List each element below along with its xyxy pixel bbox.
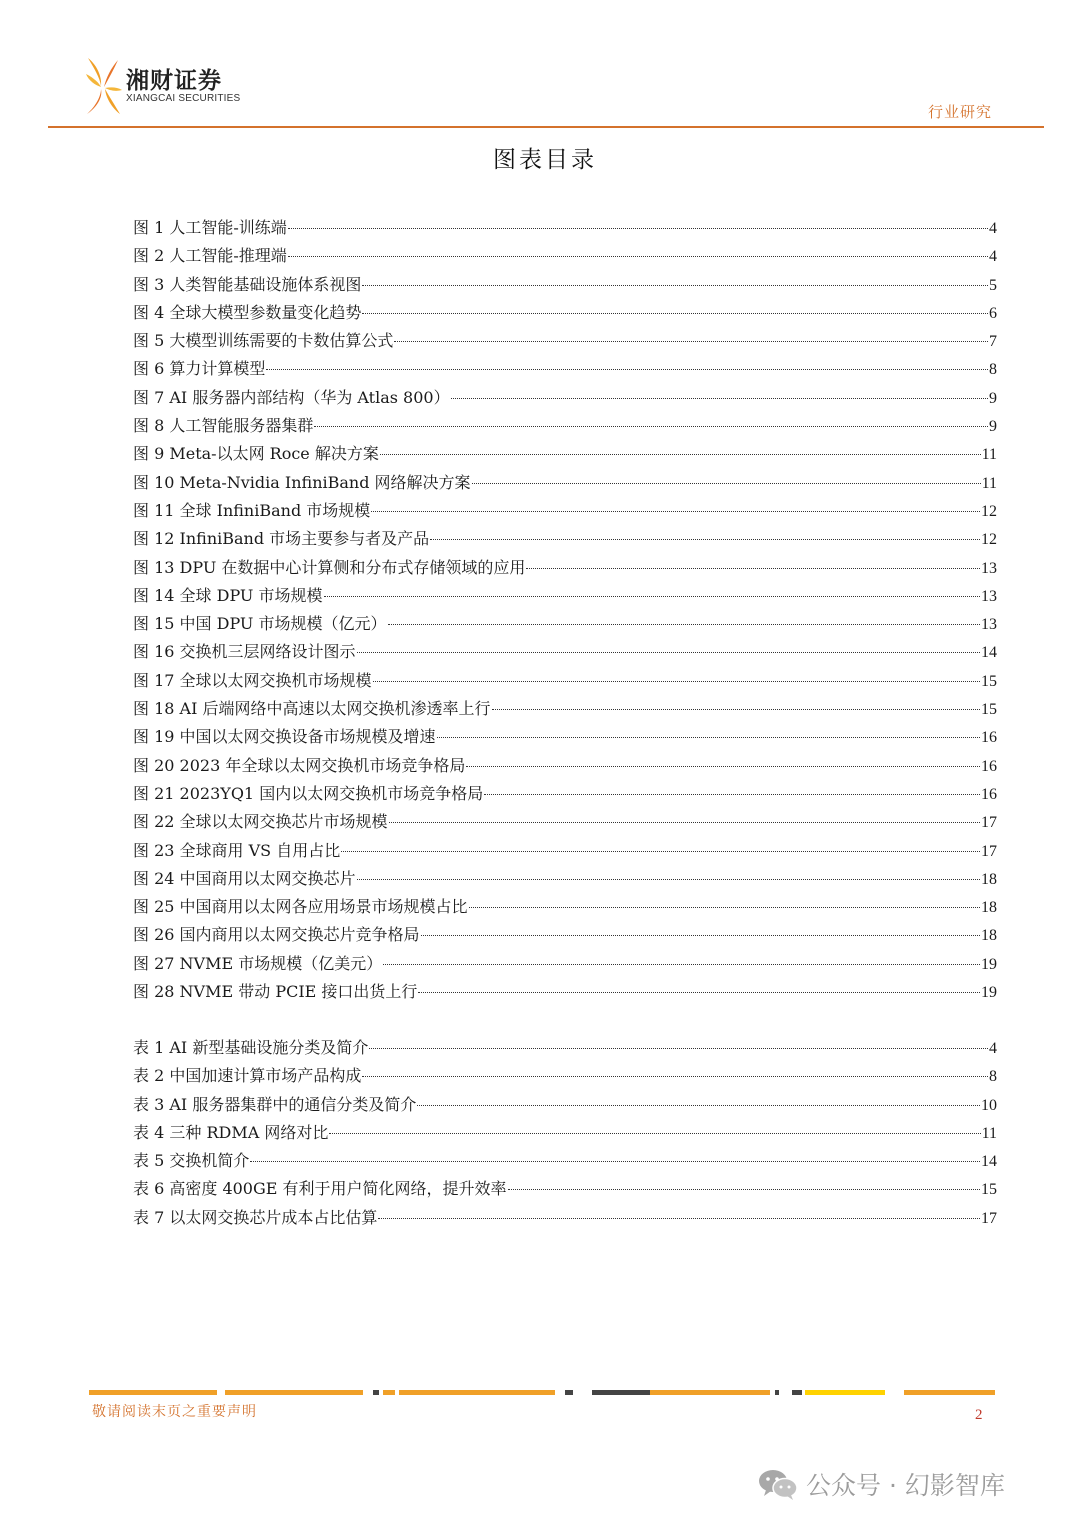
figure-entry-page: 9 bbox=[989, 418, 997, 436]
dot-leader bbox=[362, 312, 988, 314]
dot-leader bbox=[484, 793, 980, 795]
figure-entry[interactable] bbox=[133, 497, 997, 525]
figure-entry[interactable] bbox=[133, 865, 997, 893]
dot-leader bbox=[394, 340, 988, 342]
figure-entry-label: 图 23 全球商用 VS 自用占比 bbox=[133, 840, 341, 860]
table-entry-page: 8 bbox=[989, 1068, 997, 1086]
figure-entry-page: 17 bbox=[981, 814, 997, 832]
figure-entry[interactable] bbox=[133, 582, 997, 610]
figure-entry-page: 16 bbox=[981, 785, 997, 803]
figure-entry[interactable] bbox=[133, 695, 997, 723]
dot-leader bbox=[430, 538, 980, 540]
figure-entry[interactable] bbox=[133, 667, 997, 695]
page-number: 2 bbox=[975, 1407, 983, 1423]
figure-entry-page: 19 bbox=[981, 984, 997, 1002]
figure-entry[interactable] bbox=[133, 950, 997, 978]
figure-entry-page: 7 bbox=[989, 333, 997, 351]
figure-entry-page: 4 bbox=[989, 248, 997, 266]
footer-disclaimer: 敬请阅读末页之重要声明 bbox=[92, 1404, 257, 1420]
dot-leader bbox=[466, 765, 980, 767]
figure-entry-label: 图 11 全球 InfiniBand 市场规模 bbox=[133, 500, 371, 520]
dot-leader bbox=[329, 1132, 980, 1134]
wechat-icon bbox=[758, 1467, 798, 1501]
table-entry[interactable] bbox=[133, 1091, 997, 1119]
table-entry-page: 15 bbox=[981, 1181, 997, 1199]
figure-entry[interactable] bbox=[133, 440, 997, 468]
figure-entry[interactable] bbox=[133, 469, 997, 497]
figure-entry-label: 图 9 Meta-以太网 Roce 解决方案 bbox=[133, 444, 379, 464]
figure-entry-label: 图 24 中国商用以太网交换芯片 bbox=[133, 868, 356, 888]
figure-entry-page: 15 bbox=[981, 701, 997, 719]
table-entry[interactable] bbox=[133, 1119, 997, 1147]
figure-entry-page: 13 bbox=[981, 616, 997, 634]
figure-entry[interactable] bbox=[133, 610, 997, 638]
dot-leader bbox=[362, 284, 988, 286]
figure-entry-page: 4 bbox=[989, 220, 997, 237]
page-title: 图表目录 bbox=[493, 147, 597, 173]
dot-leader bbox=[362, 1075, 988, 1077]
table-entry-label: 表 1 AI 新型基础设施分类及简介 bbox=[133, 1038, 369, 1057]
brand-name-cn: 湘财证券 bbox=[126, 68, 222, 94]
dot-leader bbox=[288, 227, 988, 229]
figure-entry-page: 18 bbox=[981, 870, 997, 888]
figure-entry[interactable] bbox=[133, 299, 997, 327]
footer-stripe bbox=[89, 1390, 995, 1395]
figure-entry-label: 图 28 NVME 带动 PCIE 接口出货上行 bbox=[133, 982, 418, 1002]
table-entry-page: 4 bbox=[989, 1040, 997, 1057]
figure-entry-page: 16 bbox=[981, 729, 997, 747]
company-logo bbox=[84, 56, 324, 120]
table-entry-page: 17 bbox=[981, 1209, 997, 1227]
table-entry-label: 表 3 AI 服务器集群中的通信分类及简介 bbox=[133, 1094, 417, 1114]
table-entry-page: 14 bbox=[981, 1153, 997, 1171]
figure-entry[interactable] bbox=[133, 242, 997, 270]
dot-leader bbox=[469, 906, 980, 908]
figure-entry[interactable] bbox=[133, 780, 997, 808]
dot-leader bbox=[371, 510, 980, 512]
figure-entry-label: 图 5 大模型训练需要的卡数估算公式 bbox=[133, 331, 394, 351]
figure-entry-page: 5 bbox=[989, 276, 997, 294]
figure-entry-page: 14 bbox=[981, 644, 997, 662]
figure-entry-page: 11 bbox=[981, 474, 997, 492]
header-divider bbox=[48, 126, 1044, 128]
dot-leader bbox=[266, 368, 988, 370]
dot-leader bbox=[341, 850, 980, 852]
figure-entry-label: 图 14 全球 DPU 市场规模 bbox=[133, 585, 323, 605]
figure-entry-label: 图 18 AI 后端网络中高速以太网交换机渗透率上行 bbox=[133, 699, 491, 719]
figure-entry[interactable] bbox=[133, 921, 997, 949]
figure-entry-page: 12 bbox=[981, 502, 997, 520]
watermark-text: 公众号 · 幻影智库 bbox=[806, 1471, 1005, 1500]
figure-entry-label: 图 7 AI 服务器内部结构（华为 Atlas 800） bbox=[133, 387, 450, 407]
figure-entry-label: 图 2 人工智能-推理端 bbox=[133, 246, 287, 266]
figure-entry-label: 图 10 Meta-Nvidia InfiniBand 网络解决方案 bbox=[133, 472, 471, 492]
dot-leader bbox=[373, 680, 980, 682]
brand-name-en: XIANGCAI SECURITIES bbox=[126, 93, 241, 104]
figure-entry[interactable] bbox=[133, 214, 997, 242]
table-entry-page: 10 bbox=[981, 1096, 997, 1114]
table-entry-label: 表 2 中国加速计算市场产品构成 bbox=[133, 1066, 362, 1086]
table-entry[interactable] bbox=[133, 1175, 997, 1203]
figure-entry-page: 18 bbox=[981, 899, 997, 917]
logo-mark-icon bbox=[84, 56, 124, 118]
figure-entry-label: 图 8 人工智能服务器集群 bbox=[133, 416, 314, 436]
figure-entry[interactable] bbox=[133, 808, 997, 836]
section-label: 行业研究 bbox=[927, 103, 992, 121]
figure-entry-label: 图 3 人类智能基础设施体系视图 bbox=[133, 274, 362, 294]
figure-entry[interactable] bbox=[133, 384, 997, 412]
dot-leader bbox=[288, 255, 988, 257]
dot-leader bbox=[472, 482, 981, 484]
figure-entry-label: 图 19 中国以太网交换设备市场规模及增速 bbox=[133, 727, 436, 747]
figure-entry-label: 图 13 DPU 在数据中心计算侧和分布式存储领域的应用 bbox=[133, 557, 526, 577]
dot-leader bbox=[357, 651, 980, 653]
table-entry-label: 表 5 交换机简介 bbox=[133, 1151, 250, 1171]
figure-entry-label: 图 4 全球大模型参数量变化趋势 bbox=[133, 302, 362, 322]
table-entry-label: 表 7 以太网交换芯片成本占比估算 bbox=[133, 1207, 378, 1227]
figure-entry-page: 11 bbox=[981, 446, 997, 464]
dot-leader bbox=[492, 708, 981, 710]
dot-leader bbox=[508, 1188, 980, 1190]
table-entry-label: 表 6 高密度 400GE 有利于用户简化网络，提升效率 bbox=[133, 1179, 507, 1199]
figure-entry-label: 图 20 2023 年全球以太网交换机市场竞争格局 bbox=[133, 755, 466, 775]
dot-leader bbox=[437, 736, 980, 738]
table-entry-page: 11 bbox=[981, 1124, 997, 1142]
figure-entry-label: 图 15 中国 DPU 市场规模（亿元） bbox=[133, 614, 387, 634]
table-list bbox=[133, 1034, 997, 1232]
figure-entry[interactable] bbox=[133, 525, 997, 553]
dot-leader bbox=[369, 1047, 988, 1049]
figure-entry-label: 图 26 国内商用以太网交换芯片竞争格局 bbox=[133, 925, 420, 945]
dot-leader bbox=[357, 878, 980, 880]
dot-leader bbox=[383, 963, 980, 965]
figure-entry[interactable] bbox=[133, 638, 997, 666]
watermark bbox=[758, 1464, 1005, 1504]
figure-entry-label: 图 25 中国商用以太网各应用场景市场规模占比 bbox=[133, 897, 468, 917]
figure-entry-page: 17 bbox=[981, 842, 997, 860]
figure-entry[interactable] bbox=[133, 327, 997, 355]
table-entry-label: 表 4 三种 RDMA 网络对比 bbox=[133, 1122, 329, 1142]
figure-entry-label: 图 1 人工智能-训练端 bbox=[133, 218, 287, 237]
dot-leader bbox=[324, 595, 980, 597]
figure-entry-page: 13 bbox=[981, 559, 997, 577]
table-entry[interactable] bbox=[133, 1147, 997, 1175]
figure-entry-page: 8 bbox=[989, 361, 997, 379]
figure-entry[interactable] bbox=[133, 554, 997, 582]
figure-entry-page: 6 bbox=[989, 304, 997, 322]
figure-entry-label: 图 12 InfiniBand 市场主要参与者及产品 bbox=[133, 529, 430, 549]
dot-leader bbox=[417, 1104, 980, 1106]
figure-entry-page: 16 bbox=[981, 757, 997, 775]
figure-entry[interactable] bbox=[133, 752, 997, 780]
figure-entry-page: 13 bbox=[981, 587, 997, 605]
figure-entry-label: 图 6 算力计算模型 bbox=[133, 359, 266, 379]
figure-entry[interactable] bbox=[133, 412, 997, 440]
table-entry[interactable] bbox=[133, 1062, 997, 1090]
dot-leader bbox=[388, 623, 980, 625]
dot-leader bbox=[314, 425, 988, 427]
dot-leader bbox=[378, 1217, 980, 1219]
figure-entry[interactable] bbox=[133, 723, 997, 751]
figure-entry-page: 15 bbox=[981, 672, 997, 690]
figure-entry-label: 图 17 全球以太网交换机市场规模 bbox=[133, 670, 372, 690]
figure-entry[interactable] bbox=[133, 271, 997, 299]
figure-entry-page: 19 bbox=[981, 955, 997, 973]
figure-entry[interactable] bbox=[133, 893, 997, 921]
table-entry[interactable] bbox=[133, 1034, 997, 1062]
dot-leader bbox=[380, 453, 981, 455]
figure-entry-page: 18 bbox=[981, 927, 997, 945]
dot-leader bbox=[389, 821, 980, 823]
table-entry[interactable] bbox=[133, 1204, 997, 1232]
figure-entry-page: 9 bbox=[989, 389, 997, 407]
dot-leader bbox=[250, 1160, 980, 1162]
figure-entry[interactable] bbox=[133, 355, 997, 383]
figure-entry-label: 图 22 全球以太网交换芯片市场规模 bbox=[133, 812, 388, 832]
dot-leader bbox=[421, 934, 980, 936]
dot-leader bbox=[418, 991, 980, 993]
dot-leader bbox=[451, 397, 988, 399]
figure-entry[interactable] bbox=[133, 978, 997, 1006]
figure-entry-label: 图 21 2023YQ1 国内以太网交换机市场竞争格局 bbox=[133, 783, 484, 803]
dot-leader bbox=[526, 567, 980, 569]
figure-entry-label: 图 16 交换机三层网络设计图示 bbox=[133, 642, 356, 662]
figure-list bbox=[133, 214, 997, 1006]
figure-entry[interactable] bbox=[133, 837, 997, 865]
figure-entry-label: 图 27 NVME 市场规模（亿美元） bbox=[133, 953, 383, 973]
figure-entry-page: 12 bbox=[981, 531, 997, 549]
